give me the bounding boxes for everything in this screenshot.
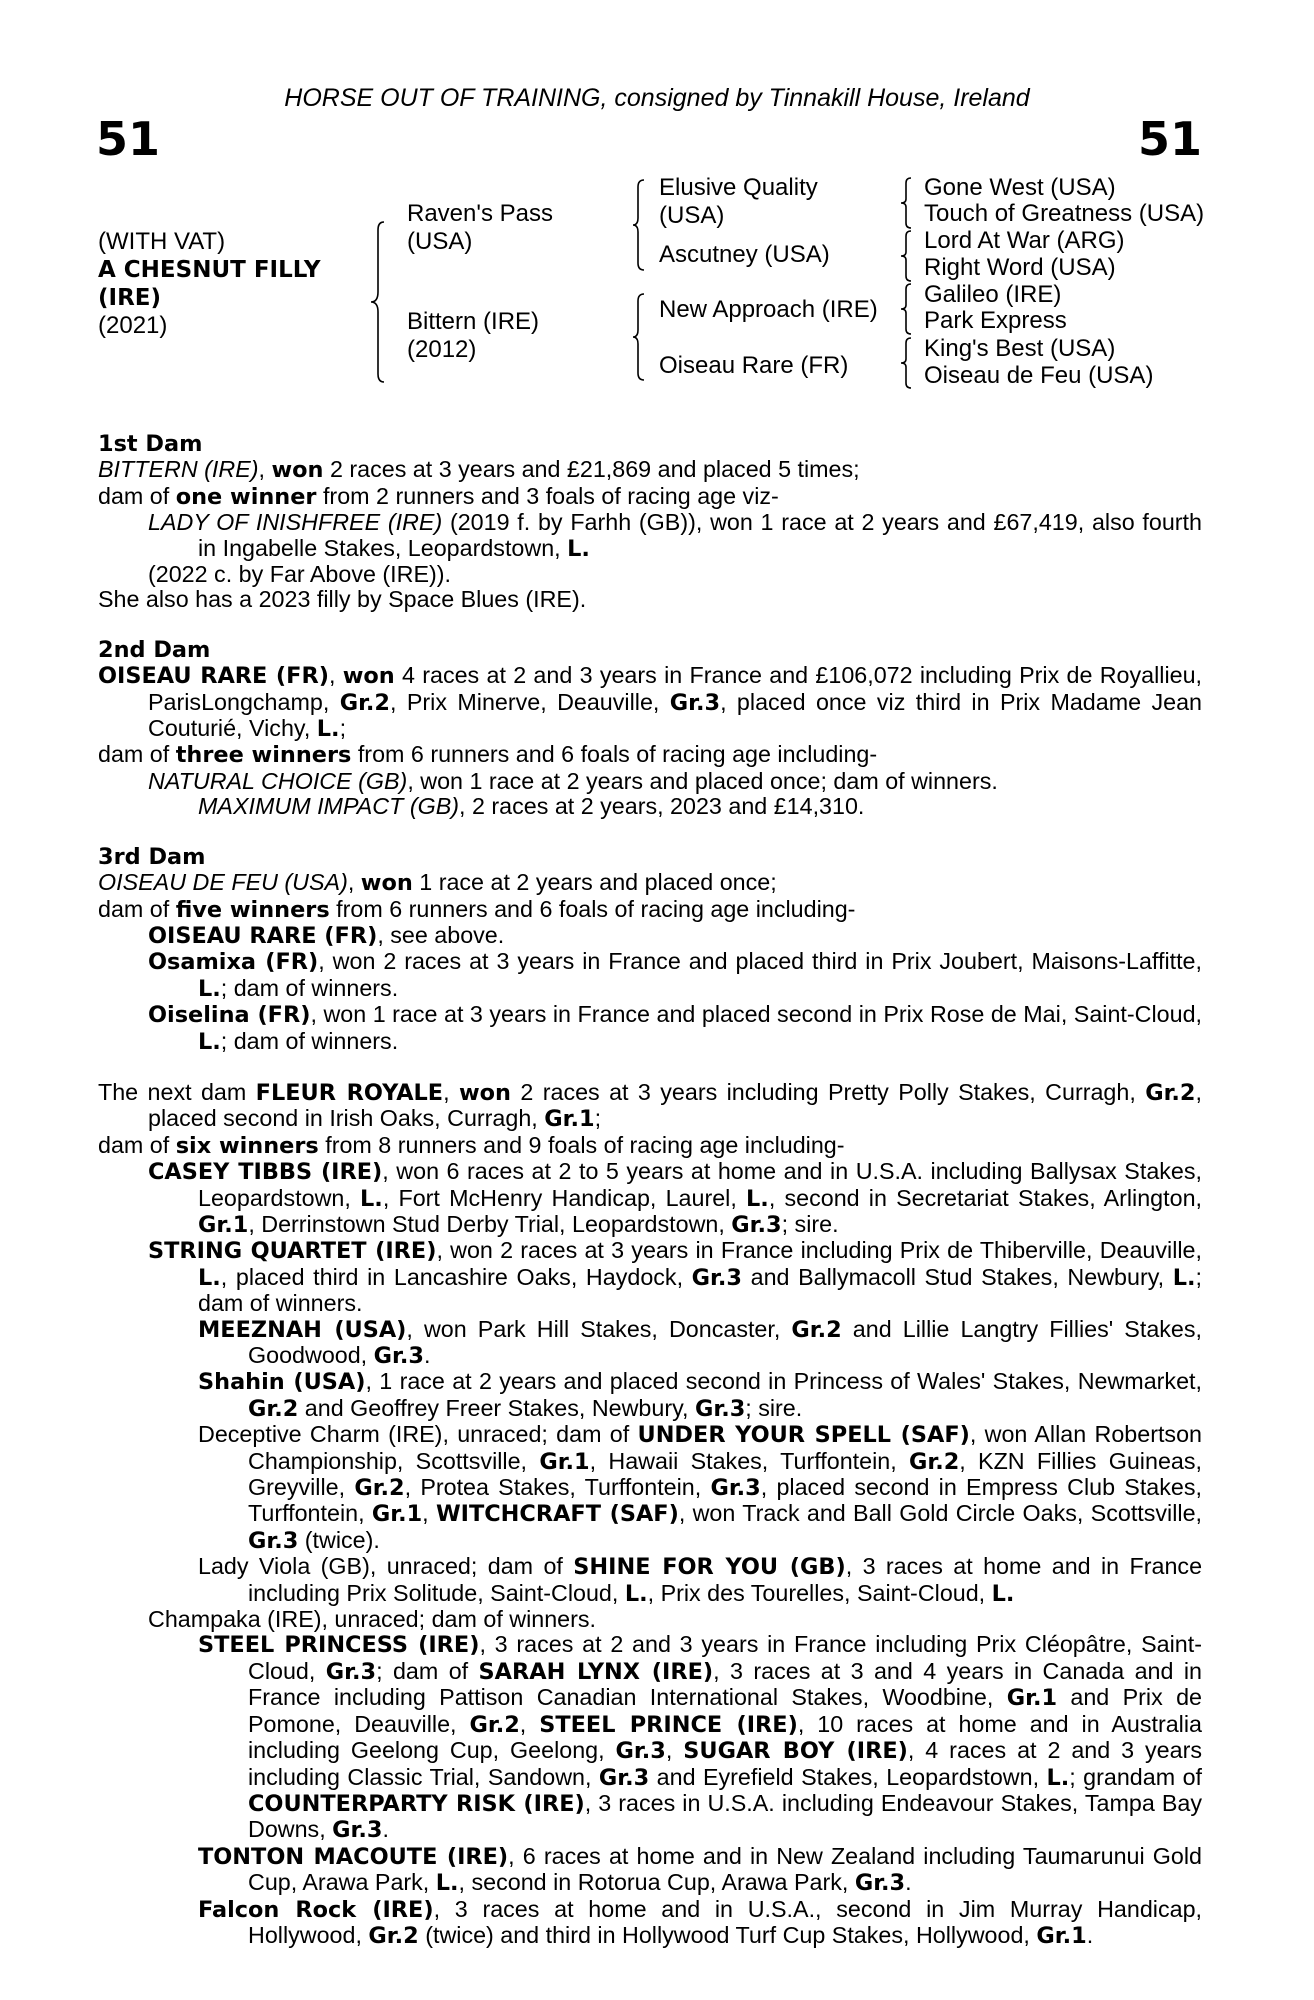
text: , 2 races at 2 years, 2023 and £14,310. bbox=[459, 793, 865, 820]
produce-entry bbox=[98, 897, 1202, 923]
bold-text: L. bbox=[991, 1580, 1015, 1607]
text: ; sire. bbox=[745, 1394, 803, 1421]
produce-entry bbox=[98, 1607, 1202, 1632]
pedigree-gen4-2: Touch of Greatness (USA) bbox=[924, 200, 1205, 227]
text: (twice). bbox=[298, 1526, 380, 1553]
bold-text: Gr.3 bbox=[691, 1264, 742, 1291]
subject-year: (2021) bbox=[98, 312, 168, 339]
bracket-g4-3 bbox=[900, 284, 914, 334]
pedigree-dam-sire: New Approach (IRE) bbox=[659, 296, 878, 323]
text: and Ballymacoll Stud Stakes, Newbury, bbox=[741, 1263, 1173, 1290]
bold-text: L. bbox=[360, 1185, 383, 1212]
bold-text: Gr.2 bbox=[1145, 1079, 1196, 1106]
produce-entry bbox=[98, 1002, 1202, 1055]
bold-text: Gr.3 bbox=[248, 1527, 299, 1554]
pedigree-sire: Raven's Pass (USA) bbox=[407, 200, 553, 255]
bold-text: WITCHCRAFT (SAF) bbox=[435, 1501, 679, 1528]
text: , Prix des Tourelles, Saint-Cloud, bbox=[647, 1579, 992, 1606]
text: and Lillie Langtry Fillies' Stakes, Goodwood, bbox=[248, 1315, 1202, 1368]
text: , placed once viz third in Prix Madame Jean Couturié, Vichy, bbox=[148, 688, 1202, 742]
text: ; bbox=[594, 1105, 602, 1132]
text: from 6 runners and 6 foals of racing age including- bbox=[329, 895, 856, 922]
bold-text: six winners bbox=[175, 1132, 319, 1159]
bracket-main bbox=[370, 222, 390, 382]
text: (2019 f. by Farhh (GB)), won 1 race at 2 years and £67,419, also fourth in Ingabelle Stakes, Leopardstown, bbox=[198, 509, 1202, 561]
dam-section bbox=[98, 638, 1202, 820]
bold-text: UNDER YOUR SPELL (SAF) bbox=[637, 1422, 970, 1449]
bold-text: Gr.3 bbox=[598, 1764, 650, 1791]
bold-text: won bbox=[360, 870, 413, 897]
bold-text: Gr.1 bbox=[198, 1211, 249, 1238]
bold-text: Gr.1 bbox=[371, 1501, 423, 1528]
text: ; dam of winners. bbox=[220, 974, 399, 1001]
text: , won 2 races at 3 years in France including Prix de Thiberville, Deauville, bbox=[436, 1237, 1202, 1264]
text: from 8 runners and 9 foals of racing age including- bbox=[318, 1131, 845, 1158]
text: , won Park Hill Stakes, Doncaster, bbox=[406, 1315, 792, 1342]
text: 4 races at 2 and 3 years in France and £106,072 including Prix de Royallieu, ParisLongchamp, bbox=[148, 662, 1203, 715]
produce-entry bbox=[98, 1133, 1202, 1159]
bold-text: L. bbox=[1172, 1264, 1196, 1291]
bold-text: Gr.1 bbox=[1006, 1685, 1058, 1712]
text: , 3 races in U.S.A. including Endeavour Stakes, Tampa Bay Downs, bbox=[248, 1789, 1203, 1843]
bold-text: CASEY TIBBS (IRE) bbox=[148, 1159, 383, 1186]
bold-text: Gr.3 bbox=[694, 1395, 746, 1422]
bracket-g4-1 bbox=[900, 178, 914, 228]
italic-text: MAXIMUM IMPACT (GB) bbox=[198, 793, 459, 820]
produce-entry bbox=[98, 1844, 1202, 1897]
text: . bbox=[382, 1816, 389, 1843]
text: , Prix Minerve, Deauville, bbox=[390, 688, 670, 715]
bold-text: L. bbox=[198, 1264, 221, 1291]
bold-text: Gr.3 bbox=[669, 689, 721, 716]
produce-entry bbox=[98, 510, 1202, 562]
bold-text: Gr.2 bbox=[908, 1448, 960, 1475]
text: ; dam of bbox=[376, 1657, 479, 1684]
text: (twice) and third in Hollywood Turf Cup Stakes, Hollywood, bbox=[418, 1921, 1037, 1948]
text: ; dam of winners. bbox=[198, 1263, 1202, 1317]
bold-text: three winners bbox=[175, 742, 352, 769]
bold-text: SHINE FOR YOU (GB) bbox=[573, 1554, 846, 1581]
catalogue-header: HORSE OUT OF TRAINING, consigned by Tinnakill House, Ireland bbox=[284, 84, 1030, 112]
text: , won Allan Robertson Championship, Scottsville, bbox=[248, 1421, 1202, 1474]
text: dam of bbox=[98, 895, 176, 922]
produce-entry bbox=[98, 1897, 1202, 1950]
bold-text: Gr.3 bbox=[615, 1738, 666, 1765]
bold-text: Gr.3 bbox=[373, 1343, 424, 1369]
pedigree-gen4-7: King's Best (USA) bbox=[924, 335, 1116, 362]
text: , 1 race at 2 years and placed second in Princess of Wales' Stakes, Newmarket, bbox=[365, 1368, 1202, 1395]
bold-text: Gr.1 bbox=[539, 1448, 590, 1475]
dam-section bbox=[98, 845, 1202, 1055]
text: , won 6 races at 2 to 5 years at home and in U.S.A. including Ballysax Stakes, Leopardstown, bbox=[198, 1158, 1202, 1211]
text: ; sire. bbox=[781, 1210, 839, 1237]
text: , second in Rotorua Cup, Arawa Park, bbox=[458, 1869, 855, 1896]
section-heading: 2nd Dam bbox=[98, 636, 211, 663]
subject-name: A CHESNUT FILLY bbox=[98, 257, 321, 283]
text: , bbox=[347, 869, 361, 896]
produce-entry bbox=[98, 794, 1202, 819]
bold-text: Gr.3 bbox=[854, 1870, 906, 1897]
bold-text: Gr.3 bbox=[332, 1817, 383, 1844]
pedigree-gen4-3: Lord At War (ARG) bbox=[924, 227, 1125, 254]
lot-number-left: 51 bbox=[96, 112, 161, 166]
bold-text: L. bbox=[746, 1185, 769, 1212]
bold-text: L. bbox=[198, 1028, 221, 1055]
bold-text: STRING QUARTET (IRE) bbox=[148, 1238, 437, 1265]
bold-text: L. bbox=[567, 535, 590, 562]
text: and Eyrefield Stakes, Leopardstown, bbox=[649, 1763, 1047, 1790]
produce-entry bbox=[98, 1422, 1202, 1554]
text: , bbox=[258, 456, 272, 483]
section-heading: 1st Dam bbox=[98, 431, 203, 457]
text: , Fort McHenry Handicap, Laurel, bbox=[382, 1184, 747, 1211]
text: ; grandam of bbox=[1069, 1763, 1203, 1790]
bold-text: one winner bbox=[175, 483, 317, 510]
italic-text: NATURAL CHOICE (GB) bbox=[148, 767, 408, 794]
bold-text: Gr.1 bbox=[544, 1106, 595, 1133]
bold-text: Gr.2 bbox=[368, 1922, 419, 1949]
bold-text: Gr.3 bbox=[710, 1475, 761, 1502]
bold-text: Gr.1 bbox=[1036, 1922, 1087, 1949]
text: , won 1 race at 3 years in France and placed second in Prix Rose de Mai, Saint-Cloud, bbox=[310, 1001, 1202, 1028]
text: , bbox=[443, 1078, 459, 1105]
produce-entry bbox=[98, 484, 1202, 510]
text: She also has a 2023 filly by Space Blues (IRE). bbox=[98, 586, 587, 613]
text: , Protea Stakes, Turffontein, bbox=[404, 1474, 711, 1501]
bold-text: TONTON MACOUTE (IRE) bbox=[198, 1843, 509, 1870]
pedigree-dam-dam: Oiseau Rare (FR) bbox=[659, 352, 849, 379]
produce-entry bbox=[98, 1369, 1202, 1422]
italic-text: LADY OF INISHFREE (IRE) bbox=[148, 509, 443, 536]
text: , 3 races at home and in France including Prix Solitude, Saint-Cloud, bbox=[248, 1553, 1203, 1606]
italic-text: OISEAU DE FEU (USA) bbox=[98, 869, 348, 896]
lot-number-right: 51 bbox=[1137, 112, 1202, 166]
bold-text: won bbox=[271, 457, 324, 484]
text: 1 race at 2 years and placed once; bbox=[412, 869, 777, 896]
bold-text: L. bbox=[198, 975, 221, 1002]
text: , bbox=[328, 662, 343, 689]
bold-text: L. bbox=[435, 1870, 459, 1897]
bold-text: OISEAU RARE (FR) bbox=[98, 663, 329, 690]
dam-section bbox=[98, 1080, 1202, 1949]
bold-text: SUGAR BOY (IRE) bbox=[683, 1738, 908, 1765]
text: Lady Viola (GB), unraced; dam of bbox=[198, 1553, 574, 1580]
text: , placed second in Irish Oaks, Curragh, bbox=[148, 1078, 1202, 1132]
bold-text: Falcon Rock (IRE) bbox=[198, 1896, 434, 1923]
text: from 6 runners and 6 foals of racing age including- bbox=[351, 741, 878, 768]
text: , bbox=[665, 1737, 684, 1764]
text: The next dam bbox=[98, 1078, 256, 1105]
produce-entry bbox=[98, 923, 1202, 949]
bracket-g4-2 bbox=[900, 231, 914, 281]
bold-text: MEEZNAH (USA) bbox=[198, 1316, 407, 1343]
text: , KZN Fillies Guineas, Greyville, bbox=[248, 1447, 1202, 1501]
text: Champaka (IRE), unraced; dam of winners. bbox=[148, 1606, 597, 1633]
bracket-dam bbox=[632, 294, 648, 380]
dam-section bbox=[98, 432, 1202, 613]
bold-text: STEEL PRINCE (IRE) bbox=[539, 1711, 798, 1738]
produce-entry bbox=[98, 457, 1202, 483]
text: and Geoffrey Freer Stakes, Newbury, bbox=[298, 1394, 695, 1421]
text: , second in Secretariat Stakes, Arlington, bbox=[768, 1184, 1202, 1211]
bold-text: won bbox=[342, 663, 395, 690]
text: . bbox=[1086, 1921, 1094, 1948]
text: (2022 c. by Far Above (IRE)). bbox=[148, 561, 451, 588]
produce-entry bbox=[98, 562, 1202, 587]
text: dam of bbox=[98, 1131, 176, 1158]
bold-text: FLEUR ROYALE bbox=[255, 1079, 444, 1106]
bold-text: Gr.2 bbox=[248, 1395, 299, 1422]
pedigree-sire-dam: Ascutney (USA) bbox=[659, 241, 830, 268]
text: Deceptive Charm (IRE), unraced; dam of bbox=[198, 1421, 638, 1448]
bold-text: Osamixa (FR) bbox=[148, 949, 319, 976]
text: , Derrinstown Stud Derby Trial, Leopardstown, bbox=[248, 1210, 732, 1237]
bold-text: Oiselina (FR) bbox=[148, 1002, 311, 1029]
text: 2 races at 3 years including Pretty Polly Stakes, Curragh, bbox=[511, 1078, 1146, 1105]
italic-text: BITTERN (IRE) bbox=[98, 456, 259, 483]
bold-text: OISEAU RARE (FR) bbox=[148, 922, 378, 949]
bold-text: SARAH LYNX (IRE) bbox=[478, 1658, 714, 1685]
bold-text: Gr.3 bbox=[325, 1658, 377, 1685]
bold-text: L. bbox=[624, 1580, 648, 1607]
text: . bbox=[423, 1342, 431, 1368]
text: , see above. bbox=[377, 921, 505, 948]
text: . bbox=[905, 1869, 912, 1896]
subject-country: (IRE) bbox=[98, 285, 162, 311]
produce-entry bbox=[98, 949, 1202, 1002]
vat-note: (WITH VAT) bbox=[98, 228, 226, 255]
pedigree-gen4-4: Right Word (USA) bbox=[924, 254, 1116, 281]
produce-entry bbox=[98, 769, 1202, 794]
bold-text: Gr.2 bbox=[354, 1475, 405, 1502]
produce-entry bbox=[98, 1159, 1202, 1238]
bold-text: Gr.2 bbox=[469, 1711, 520, 1738]
produce-entry bbox=[98, 870, 1202, 896]
text: , 3 races at 3 and 4 years in Canada and in France including Pattison Canadian International Stakes, Woodbine, bbox=[248, 1657, 1202, 1711]
text: , 10 races at home and in Australia including Geelong Cup, Geelong, bbox=[248, 1710, 1202, 1764]
text: , bbox=[422, 1500, 436, 1527]
text: , 3 races at home and in U.S.A., second in Jim Murray Handicap, Hollywood, bbox=[248, 1895, 1202, 1948]
text: and Prix de Pomone, Deauville, bbox=[248, 1684, 1202, 1737]
produce-entry bbox=[98, 663, 1202, 742]
text: 2 races at 3 years and £21,869 and placed 5 times; bbox=[323, 456, 860, 483]
text: , 6 races at home and in New Zealand including Taumarunui Gold Cup, Arawa Park, bbox=[248, 1842, 1203, 1896]
pedigree-gen4-1: Gone West (USA) bbox=[924, 174, 1116, 201]
text: , 3 races at 2 and 3 years in France including Prix Cléopâtre, Saint-Cloud, bbox=[248, 1631, 1202, 1684]
bold-text: STEEL PRINCESS (IRE) bbox=[198, 1632, 480, 1659]
text: , placed third in Lancashire Oaks, Haydock, bbox=[220, 1263, 692, 1290]
bold-text: Gr.2 bbox=[339, 689, 390, 716]
produce-entry bbox=[98, 742, 1202, 768]
text: from 2 runners and 3 foals of racing age viz- bbox=[316, 482, 779, 509]
bold-text: five winners bbox=[175, 896, 330, 923]
bold-text: won bbox=[458, 1079, 511, 1106]
bold-text: Gr.2 bbox=[791, 1316, 842, 1343]
text: , Hawaii Stakes, Turffontein, bbox=[589, 1447, 909, 1474]
pedigree-gen4-5: Galileo (IRE) bbox=[924, 281, 1062, 308]
text: , won 2 races at 3 years in France and placed third in Prix Joubert, Maisons-Laffitte, bbox=[318, 948, 1202, 975]
bold-text: L. bbox=[316, 716, 340, 743]
bold-text: COUNTERPARTY RISK (IRE) bbox=[248, 1790, 585, 1817]
produce-entry bbox=[98, 1238, 1202, 1316]
text: dam of bbox=[98, 482, 176, 509]
text: ; bbox=[339, 715, 347, 742]
produce-entry bbox=[98, 1554, 1202, 1607]
bold-text: Shahin (USA) bbox=[198, 1369, 366, 1396]
produce-record bbox=[98, 432, 1202, 1949]
section-heading: 3rd Dam bbox=[98, 843, 206, 870]
produce-entry bbox=[98, 1080, 1202, 1133]
text: dam of bbox=[98, 741, 176, 768]
pedigree-subject bbox=[98, 228, 321, 340]
produce-entry bbox=[98, 1632, 1202, 1843]
bracket-sire bbox=[632, 180, 648, 270]
text: , 4 races at 2 and 3 years including Classic Trial, Sandown, bbox=[248, 1737, 1202, 1790]
text: ; dam of winners. bbox=[220, 1027, 399, 1054]
text: , won 1 race at 2 years and placed once; dam of winners. bbox=[407, 767, 998, 794]
text: , placed second in Empress Club Stakes, Turffontein, bbox=[248, 1474, 1202, 1527]
text: , bbox=[519, 1710, 540, 1737]
pedigree-dam: Bittern (IRE) (2012) bbox=[407, 308, 540, 363]
pedigree-sire-sire: Elusive Quality (USA) bbox=[659, 174, 818, 229]
text: , won Track and Ball Gold Circle Oaks, Scottsville, bbox=[678, 1500, 1203, 1527]
produce-entry bbox=[98, 1317, 1202, 1370]
pedigree-gen4-6: Park Express bbox=[924, 307, 1067, 334]
bracket-g4-4 bbox=[900, 338, 914, 388]
pedigree-gen4-8: Oiseau de Feu (USA) bbox=[924, 362, 1154, 389]
bold-text: L. bbox=[1046, 1764, 1070, 1791]
produce-entry bbox=[98, 587, 1202, 612]
bold-text: Gr.3 bbox=[731, 1211, 782, 1238]
